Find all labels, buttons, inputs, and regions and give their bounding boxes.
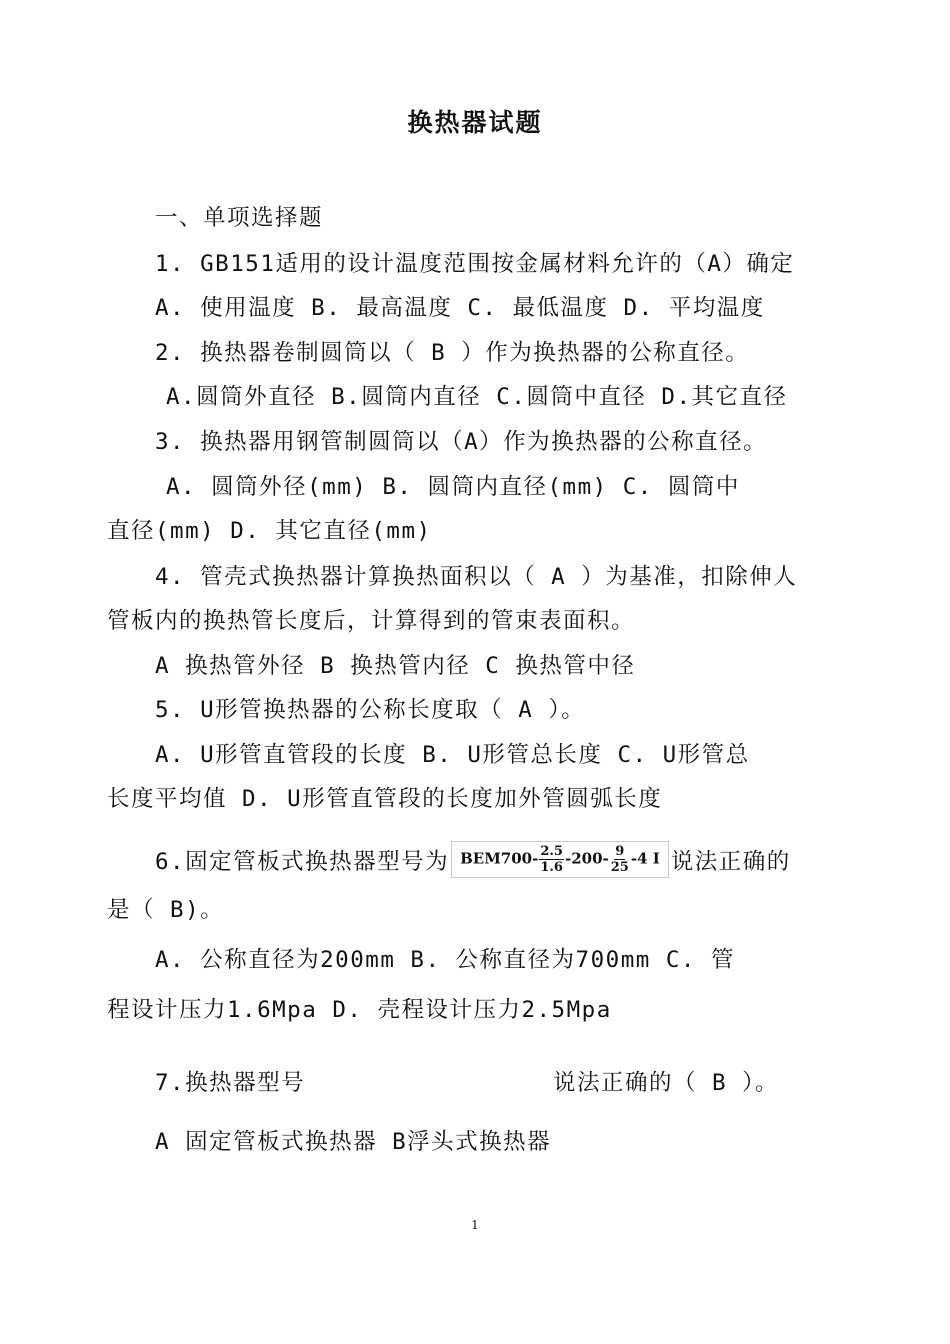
formula-prefix: BEM700- (460, 849, 539, 868)
fraction-pressure (539, 844, 564, 875)
formula-suffix: -4 I (630, 849, 660, 868)
page-number: 1 (471, 1218, 479, 1232)
question-3: 3. 换热器用钢管制圆筒以（A）作为换热器的公称直径。 (155, 429, 768, 455)
question-7-options: A 固定管板式换热器 B浮头式换热器 (155, 1129, 552, 1155)
question-4-options: A 换热管外径 B 换热管内径 C 换热管中径 (155, 653, 636, 679)
question-4-line-2: 管板内的换热管长度后，计算得到的管束表面积。 (107, 608, 636, 634)
question-7-prefix: 7.换热器型号 (155, 1070, 306, 1096)
question-1: 1. GB151适用的设计温度范围按金属材料允许的（A）确定 (155, 251, 795, 277)
page-title: 换热器试题 (407, 108, 543, 137)
question-2-options: A.圆筒外直径 B.圆筒内直径 C.圆筒中直径 D.其它直径 (166, 384, 788, 410)
question-6-suffix: 说法正确的 (670, 849, 791, 875)
question-6-options-line-2: 程设计压力1.6Mpa D. 壳程设计压力2.5Mpa (107, 997, 612, 1023)
question-4-line-1: 4. 管壳式换热器计算换热面积以（ A ）为基准，扣除伸人 (155, 564, 798, 590)
question-6-line-2: 是（ B)。 (107, 897, 225, 923)
formula-middle: -200- (564, 849, 609, 868)
fraction-pressure-numerator: 2.5 (540, 844, 563, 859)
question-3-options-line-2: 直径(mm) D. 其它直径(mm) (107, 518, 432, 544)
fraction-length (610, 844, 630, 875)
question-1-options: A. 使用温度 B. 最高温度 C. 最低温度 D. 平均温度 (155, 295, 765, 321)
question-5-options-line-1: A. U形管直管段的长度 B. U形管总长度 C. U形管总 (155, 742, 750, 768)
model-formula-image (451, 841, 669, 878)
fraction-pressure-denominator: 1.6 (540, 860, 563, 875)
question-6-prefix: 6.固定管板式换热器型号为 (155, 849, 450, 875)
question-5: 5. U形管换热器的公称长度取（ A ）。 (155, 697, 586, 723)
question-3-options-line-1: A. 圆筒外径(mm) B. 圆筒内直径(mm) C. 圆筒中 (166, 474, 740, 500)
fraction-length-numerator: 9 (615, 844, 625, 859)
question-5-options-line-2: 长度平均值 D. U形管直管段的长度加外管圆弧长度 (107, 786, 663, 812)
question-7-suffix: 说法正确的（ B ）。 (553, 1070, 779, 1096)
question-6-options-line-1: A. 公称直径为200mm B. 公称直径为700mm C. 管 (155, 947, 735, 973)
question-6-line-1 (155, 844, 791, 881)
question-2: 2. 换热器卷制圆筒以（ B ）作为换热器的公称直径。 (155, 340, 750, 366)
fraction-length-denominator: 25 (610, 860, 629, 875)
section-heading: 一、单项选择题 (155, 205, 324, 231)
